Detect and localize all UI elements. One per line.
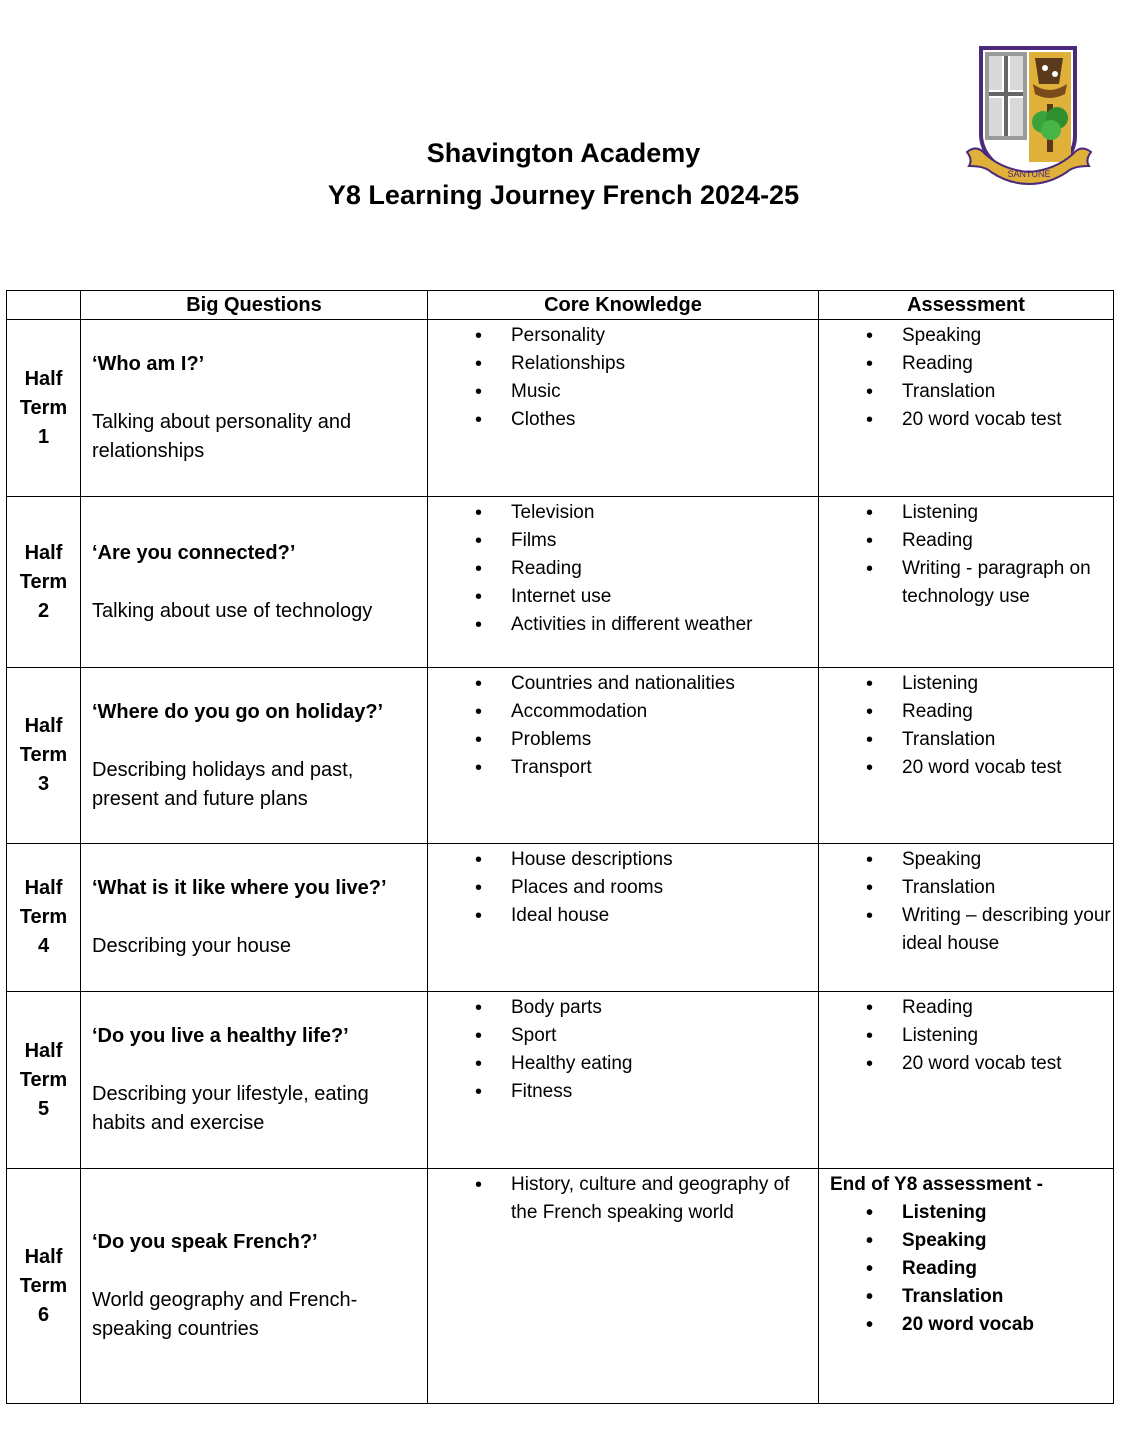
school-crest-logo [963,44,1095,186]
table-header-row [7,291,1114,320]
question-description: Talking about use of technology [92,599,373,622]
core-knowledge-cell [428,1169,819,1404]
core-knowledge-cell [428,320,819,497]
learning-journey-table [6,290,1114,1404]
big-question-cell [81,992,428,1169]
term-label: Half [24,541,63,564]
term-number: 3 [37,773,50,795]
list-item: • Internet use [428,583,818,611]
core-knowledge-list [428,846,818,930]
core-knowledge-list [428,994,818,1106]
assessment-cell [819,992,1114,1169]
list-item: • House descriptions [428,846,818,874]
list-item: • Translation [819,726,1113,754]
assessment-heading: End of Y8 assessment - [830,1174,1043,1195]
list-item: • Reading [819,527,1113,555]
list-item: • Reading [819,1255,1113,1283]
header-big-questions: Big Questions [81,291,428,320]
list-item: • Problems [428,726,818,754]
term-label: Half [24,367,63,390]
term-label: Half [24,1245,63,1268]
term-cell [7,320,81,497]
assessment-cell [819,497,1114,668]
question-description: Talking about personality and relationships [92,411,352,462]
term-number: 4 [37,935,50,957]
term-label: Term [19,744,68,766]
list-item: • Music [428,378,818,406]
core-knowledge-cell [428,668,819,844]
list-item: • Listening [819,1199,1113,1227]
assessment-list [819,994,1113,1078]
list-item: • Listening [819,499,1113,527]
table-row [7,844,1114,992]
document-title [0,132,1127,216]
term-label: Half [24,715,63,737]
list-item: • Sport [428,1022,818,1050]
table-row [7,320,1114,497]
list-item: • Reading [819,994,1113,1022]
school-name: Shavington Academy [426,138,701,168]
term-number: 5 [37,1097,50,1120]
term-label: Term [19,1068,68,1091]
term-label: Term [19,570,68,593]
list-item: • Countries and nationalities [428,670,818,698]
big-question-cell [81,1169,428,1404]
term-label: Half [24,1039,63,1062]
list-item: • Television [428,499,818,527]
question-description: Describing holidays and past, present and future plans [92,758,354,810]
term-label: Term [19,1274,68,1297]
list-item: • Places and rooms [428,874,818,902]
core-knowledge-list [428,499,818,639]
term-cell [7,497,81,668]
big-question-cell [81,320,428,497]
header-assessment: Assessment [819,291,1114,320]
core-knowledge-list [428,670,818,782]
big-question: ‘What is it like where you live?’ [92,877,387,899]
table-row [7,497,1114,668]
term-cell [7,1169,81,1404]
list-item: • Writing - paragraph on technology use [819,555,1113,611]
list-item: • 20 word vocab [819,1311,1113,1339]
assessment-list [819,499,1113,611]
crest-motto: SANTUNE [1007,169,1051,179]
big-question: ‘Are you connected?’ [92,541,296,564]
list-item: • Speaking [819,322,1113,350]
list-item: • Translation [819,874,1113,902]
list-item: • Activities in different weather [428,611,818,639]
core-knowledge-list [428,322,818,434]
assessment-cell [819,1169,1114,1404]
assessment-list [819,846,1113,958]
list-item: • Reading [428,555,818,583]
question-description: World geography and French-speaking countries [92,1289,358,1340]
list-item: • Translation [819,1283,1113,1311]
list-item: • 20 word vocab test [819,406,1113,434]
assessment-list [819,1199,1113,1339]
big-question: ‘Do you live a healthy life?’ [92,1025,349,1047]
list-item: • Speaking [819,1227,1113,1255]
question-description: Describing your house [92,935,291,957]
table-row [7,668,1114,844]
list-item: • Reading [819,698,1113,726]
list-item: • Translation [819,378,1113,406]
list-item: • Relationships [428,350,818,378]
big-question-cell [81,668,428,844]
list-item: • Personality [428,322,818,350]
term-cell [7,844,81,992]
big-question: ‘Where do you go on holiday?’ [92,700,384,723]
list-item: • Reading [819,350,1113,378]
table-row [7,1169,1114,1404]
list-item: • Healthy eating [428,1050,818,1078]
big-question: ‘Who am I?’ [92,353,205,375]
core-knowledge-list [428,1171,818,1227]
assessment-cell [819,668,1114,844]
term-number: 6 [37,1303,50,1326]
term-label: Term [19,396,68,419]
core-knowledge-cell [428,844,819,992]
term-label: Term [19,906,68,928]
table-row [7,992,1114,1169]
list-item: • Fitness [428,1078,818,1106]
assessment-list [819,322,1113,434]
list-item: • Speaking [819,846,1113,874]
list-item: • History, culture and geography of the French speaking world [428,1171,818,1227]
list-item: • Clothes [428,406,818,434]
term-number: 2 [37,599,50,622]
term-label: Half [24,877,63,899]
list-item: • 20 word vocab test [819,754,1113,782]
list-item: • Writing – describing your ideal house [819,902,1113,958]
list-item: • 20 word vocab test [819,1050,1113,1078]
list-item: • Listening [819,670,1113,698]
big-question-cell [81,497,428,668]
list-item: • Transport [428,754,818,782]
list-item: • Listening [819,1022,1113,1050]
header-core-knowledge: Core Knowledge [428,291,819,320]
term-number: 1 [37,425,50,448]
core-knowledge-cell [428,497,819,668]
question-description: Describing your lifestyle, eating habits and exercise [92,1083,369,1134]
big-question-cell [81,844,428,992]
list-item: • Films [428,527,818,555]
list-item: • Accommodation [428,698,818,726]
header-term [7,291,81,320]
list-item: • Ideal house [428,902,818,930]
assessment-cell [819,320,1114,497]
big-question: ‘Do you speak French?’ [92,1231,318,1253]
term-cell [7,668,81,844]
term-cell [7,992,81,1169]
core-knowledge-cell [428,992,819,1169]
journey-title: Y8 Learning Journey French 2024-25 [327,180,800,210]
assessment-cell [819,844,1114,992]
assessment-list [819,670,1113,782]
list-item: • Body parts [428,994,818,1022]
